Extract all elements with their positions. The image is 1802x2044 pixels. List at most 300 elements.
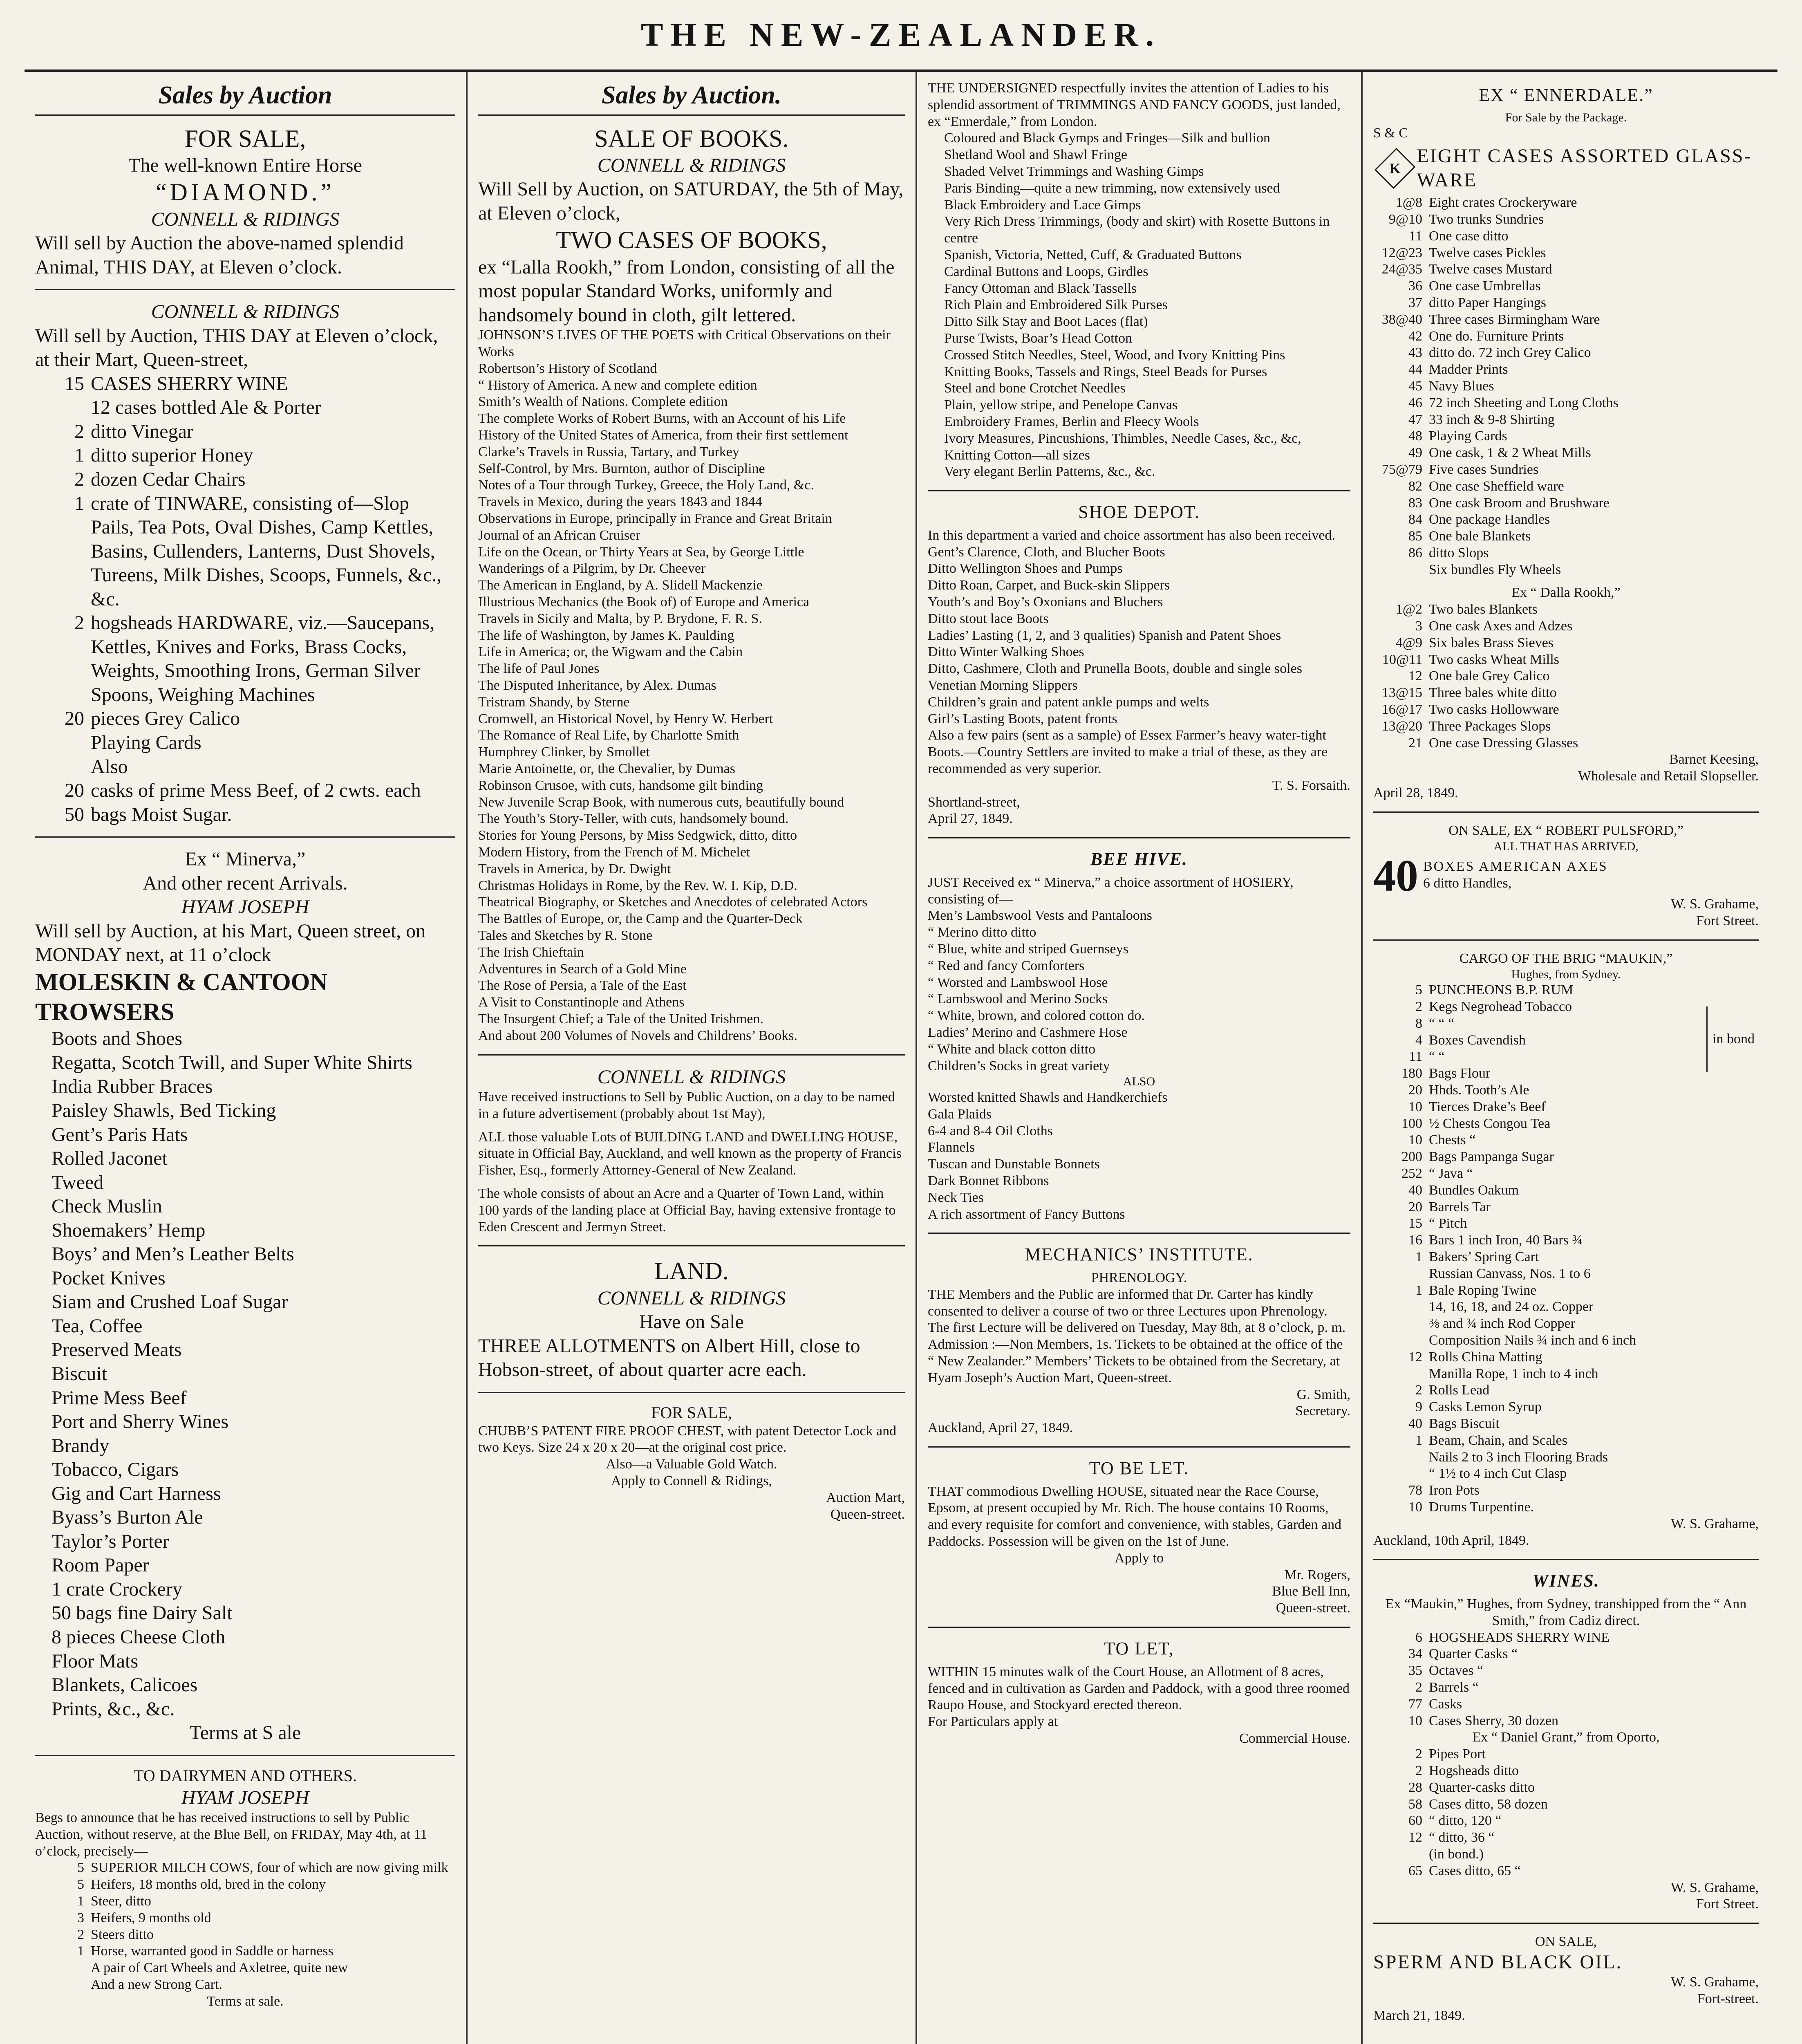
ad-text: THAT commodious Dwelling HOUSE, situated near the Race Course, Epsom, at present occupied by Mr. Rich. The house contains 10 Rooms, and every requisite for comfort and convenience, with stables, Garden and Paddocks. Possession will be given on the 1st of June. <box>928 1484 1342 1549</box>
item-description: CASES SHERRY WINE <box>91 372 288 394</box>
ad-text: CHUBB’S PATENT FIRE PROOF CHEST, with patent Detector Lock and two Keys. Size 24 x 20 x 20—at the original cost price. <box>478 1423 897 1455</box>
list-item <box>1373 718 1759 735</box>
item-quantity: 3 <box>77 1910 84 1925</box>
list-item <box>1373 735 1759 752</box>
ad-text: In this department a varied and choice assortment has also been received. <box>928 527 1335 543</box>
list-item: Very elegant Berlin Patterns, &c., &c. <box>944 464 1155 480</box>
item-description: dozen Cedar Chairs <box>91 468 246 491</box>
list-item: Self-Control, by Mrs. Burnton, author of Discipline <box>478 461 765 476</box>
list-item <box>1373 211 1759 228</box>
ad-text: Will sell by Auction the above-named splendid Animal, THIS DAY, at Eleven o’clock. <box>35 232 404 278</box>
ad-heading: FOR SALE, <box>651 1403 732 1422</box>
item-quantity: 82 <box>1408 478 1422 494</box>
role: Secretary. <box>1295 1403 1350 1419</box>
list-item <box>1373 1763 1759 1780</box>
item-description: Madder Prints <box>1429 362 1508 377</box>
list-item: Ditto stout lace Boots <box>928 611 1049 626</box>
list-item <box>1373 278 1759 295</box>
item-description: One bale Grey Calico <box>1429 668 1550 684</box>
item-quantity: 2 <box>1415 1679 1422 1695</box>
ad-text: The whole consists of about an Acre and a Quarter of Town Land, within 100 yards of the landing place at Official Bay, having extensive frontage to Eden Crescent and Jermyn Street. <box>478 1186 896 1235</box>
list-item: Travels in Sicily and Malta, by P. Brydone, F. R. S. <box>478 611 762 626</box>
list-item <box>1373 1713 1759 1730</box>
ad-lead: BOXES AMERICAN AXES <box>1423 858 1608 874</box>
list-item <box>35 779 455 803</box>
item-description: Bale Roping Twine <box>1429 1282 1537 1298</box>
list-item <box>1373 1696 1759 1713</box>
list-item: The life of Paul Jones <box>478 661 600 677</box>
list-item: Marie Antoinette, or, the Chevalier, by Dumas <box>478 761 735 776</box>
ad-heading: MECHANICS’ INSTITUTE. <box>1025 1244 1254 1265</box>
divider <box>1373 1923 1759 1924</box>
ad-trimmings <box>928 80 1350 480</box>
item-list <box>1373 1629 1759 1730</box>
list-item <box>1373 412 1759 428</box>
list-item <box>1373 1182 1759 1199</box>
ad-diamond <box>35 124 455 280</box>
item-quantity: 2 <box>74 612 84 634</box>
also-label: ALSO <box>1123 1075 1155 1089</box>
list-item <box>1373 1165 1759 1182</box>
ad-sherry <box>35 300 455 827</box>
list-item <box>35 444 455 468</box>
list-item: Tales and Sketches by R. Stone <box>478 928 653 943</box>
item-description: Two trunks Sundries <box>1429 211 1544 227</box>
item-description: ⅜ and ¾ inch Rod Copper <box>1429 1316 1575 1331</box>
item-quantity: 6 <box>1415 1629 1422 1645</box>
item-description: Two casks Hollowware <box>1429 702 1559 717</box>
list-item: India Rubber Braces <box>51 1076 213 1098</box>
list-item <box>1373 1829 1759 1846</box>
ad-to-let <box>928 1638 1350 1747</box>
ad-text: JUST Received ex “ Minerva,” a choice assortment of HOSIERY, consisting of— <box>928 874 1294 907</box>
ad-books <box>478 124 905 1044</box>
apply-line: For Particulars apply at <box>928 1714 1058 1730</box>
divider <box>928 1233 1350 1234</box>
list-item: Prints, &c., &c. <box>51 1698 175 1720</box>
list-item <box>1373 312 1759 328</box>
item-quantity: 4 <box>1415 1032 1422 1048</box>
item-description: Rolls Lead <box>1429 1383 1490 1398</box>
ad-text: THREE ALLOTMENTS on Albert Hill, close to Hobson-street, of about quarter acre each. <box>478 1335 860 1381</box>
item-quantity: 11 <box>1409 228 1422 244</box>
list-item: Knitting Cotton—all sizes <box>944 447 1090 463</box>
list-item <box>35 372 455 396</box>
list-item: Ditto Silk Stay and Boot Laces (flat) <box>944 314 1148 329</box>
item-description: Five cases Sundries <box>1429 462 1539 477</box>
list-item: Men’s Lambswool Vests and Pantaloons <box>928 908 1153 923</box>
item-description: Six bundles Fly Wheels <box>1429 562 1561 577</box>
item-description: Three Packages Slops <box>1429 718 1551 734</box>
list-item <box>1373 1065 1759 1082</box>
item-description: Eight crates Crockeryware <box>1429 195 1577 211</box>
ad-sub: Have on Sale <box>639 1311 744 1333</box>
ad-heading: TO BE LET. <box>1089 1458 1189 1478</box>
item-description: 14, 16, 18, and 24 oz. Copper <box>1429 1299 1594 1315</box>
item-description: Drums Turpentine. <box>1429 1499 1534 1515</box>
list-item: Rolled Jaconet <box>51 1148 168 1170</box>
ad-heading: WINES. <box>1532 1571 1600 1591</box>
item-quantity: 10 <box>1408 1099 1422 1114</box>
item-quantity: 16 <box>1408 1233 1422 1248</box>
ad-line: The well-known Entire Horse <box>128 154 362 176</box>
item-quantity: 1@8 <box>1395 195 1422 211</box>
list-item: Children’s Socks in great variety <box>928 1058 1110 1074</box>
list-item: Ladies’ Merino and Cashmere Hose <box>928 1024 1128 1040</box>
item-quantity: 11 <box>1409 1049 1422 1065</box>
list-item: Clarke’s Travels in Russia, Tartary, and Turkey <box>478 444 739 459</box>
list-item: “ Lambswool and Merino Socks <box>928 991 1108 1007</box>
list-item <box>35 1893 455 1910</box>
list-item <box>35 1977 455 1993</box>
list-item: Ditto, Cashmere, Cloth and Prunella Boots, double and single soles <box>928 661 1303 677</box>
item-list <box>35 1860 455 1993</box>
item-description: pieces Grey Calico <box>91 708 240 730</box>
item-description: Steers ditto <box>91 1927 154 1942</box>
list-item: Stories for Young Persons, by Miss Sedgwick, ditto, ditto <box>478 828 797 843</box>
item-quantity: 12 <box>1408 1349 1422 1365</box>
item-quantity: 40 <box>1408 1182 1422 1198</box>
list-item: Ladies’ Lasting (1, 2, and 3 qualities) Spanish and Patent Shoes <box>928 628 1281 643</box>
list-item <box>1373 445 1759 462</box>
item-quantity: 1 <box>77 1943 84 1959</box>
list-item <box>1373 1366 1759 1383</box>
item-quantity: 5 <box>1415 982 1422 998</box>
list-item: Illustrious Mechanics (the Book of) of Europe and America <box>478 594 810 610</box>
list-item: Journal of an African Cruiser <box>478 527 640 543</box>
item-list <box>1373 195 1759 578</box>
list-item <box>1373 1796 1759 1813</box>
ad-text: Begs to announce that he has received instructions to sell by Public Auction, without reserve, at the Blue Bell, on FRIDAY, May 4th, at 11 o’clock, precisely— <box>35 1810 428 1859</box>
signature: W. S. Grahame, <box>1671 896 1759 912</box>
item-quantity: 83 <box>1408 495 1422 511</box>
list-item <box>1373 228 1759 245</box>
item-list <box>928 1089 1350 1223</box>
address-line: Fort Street. <box>1696 913 1759 929</box>
list-item: Check Muslin <box>51 1195 162 1217</box>
item-description: And a new Strong Cart. <box>91 1977 223 1992</box>
item-quantity <box>1373 1366 1429 1383</box>
list-item: Ditto Roan, Carpet, and Buck-skin Slippers <box>928 578 1170 593</box>
item-description: One do. Furniture Prints <box>1429 328 1564 344</box>
ad-line: 6 ditto Handles, <box>1423 875 1512 891</box>
item-quantity: 5 <box>77 1860 84 1876</box>
list-item <box>1373 378 1759 395</box>
address-line: Auction Mart, <box>826 1490 905 1505</box>
ad-maukin <box>1373 950 1759 1549</box>
item-description: “ “ <box>1429 1049 1445 1065</box>
item-description: Hogsheads ditto <box>1429 1763 1519 1778</box>
column-4 <box>1361 72 1769 2044</box>
list-item: Youth’s and Boy’s Oxonians and Bluchers <box>928 594 1163 610</box>
list-item <box>1373 1449 1759 1466</box>
item-description: Twelve cases Mustard <box>1429 262 1552 277</box>
list-item <box>1373 1099 1759 1116</box>
list-item: Cromwell, an Historical Novel, by Henry W. Herbert <box>478 711 773 726</box>
divider <box>928 837 1350 838</box>
list-item: Adventures in Search of a Gold Mine <box>478 961 687 977</box>
list-item: Rich Plain and Embroidered Silk Purses <box>944 297 1168 313</box>
item-quantity: 9@10 <box>1388 211 1422 227</box>
item-description: Bakers’ Spring Cart <box>1429 1249 1539 1264</box>
list-item <box>1373 1663 1759 1679</box>
ad-text: Also—a Valuable Gold Watch. <box>606 1457 777 1472</box>
item-description: One case Sheffield ware <box>1429 478 1564 494</box>
item-quantity: 15 <box>1408 1216 1422 1231</box>
list-item: Ditto Wellington Shoes and Pumps <box>928 561 1123 576</box>
ad-to-be-let <box>928 1457 1350 1617</box>
list-item <box>35 420 455 444</box>
list-item <box>35 611 455 707</box>
list-item: Flannels <box>928 1140 975 1155</box>
item-quantity: 12 <box>1408 668 1422 684</box>
item-description: Heifers, 18 months old, bred in the colony <box>91 1877 326 1892</box>
list-item: Ditto Winter Walking Shoes <box>928 644 1084 660</box>
divider <box>478 1392 905 1393</box>
list-item <box>1373 1416 1759 1432</box>
list-item: Gig and Cart Harness <box>51 1482 221 1504</box>
list-item <box>1373 328 1759 345</box>
item-list <box>928 544 1350 728</box>
item-quantity: 1 <box>1415 1432 1422 1448</box>
item-description: Two bales Blankets <box>1429 602 1538 617</box>
address-line: Fort Street. <box>1696 1896 1759 1912</box>
item-description: Octaves “ <box>1429 1663 1484 1679</box>
item-description: PUNCHEONS B.P. RUM <box>1429 982 1574 998</box>
list-item <box>1373 1299 1759 1316</box>
ad-heading: Ex “ Dalla Rookh,” <box>1511 585 1621 601</box>
divider <box>1373 939 1759 941</box>
item-quantity: 10 <box>1408 1713 1422 1728</box>
item-list <box>35 1027 455 1721</box>
item-description: ditto superior Honey <box>91 444 253 466</box>
item-description: Three bales white ditto <box>1429 685 1557 701</box>
list-item <box>1373 1813 1759 1829</box>
item-description: 33 inch & 9-8 Shirting <box>1429 412 1555 427</box>
item-quantity: 180 <box>1401 1066 1422 1081</box>
item-quantity: 252 <box>1401 1165 1422 1181</box>
list-item: Tea, Coffee <box>51 1315 143 1337</box>
list-item <box>1373 601 1759 618</box>
list-item: Fancy Ottoman and Black Tassells <box>944 280 1137 296</box>
item-description: Six bales Brass Sieves <box>1429 635 1554 650</box>
list-item <box>1373 562 1759 578</box>
item-description: “ Java “ <box>1429 1165 1473 1181</box>
list-item: Shaded Velvet Trimmings and Washing Gimps <box>944 164 1204 179</box>
list-item: Shetland Wool and Shawl Fringe <box>944 147 1128 163</box>
item-description: crate of TINWARE, consisting of—Slop Pails, Tea Pots, Oval Dishes, Camp Kettles, Basins, Cullenders, Lanterns, Dust Shovels, Tureens, Milk Dishes, Scoops, Funnels, &c., &c. <box>91 492 442 610</box>
list-item: Prime Mess Beef <box>51 1387 187 1409</box>
signature: Mr. Rogers, <box>1284 1567 1350 1582</box>
list-item: The life of Washington, by James K. Paulding <box>478 628 734 643</box>
list-item <box>1373 1382 1759 1399</box>
item-quantity: 50 <box>65 803 84 825</box>
ad-text: THE UNDERSIGNED respectfully invites the attention of Ladies to his splendid assortment of TRIMMINGS AND FANCY GOODS, just landed, ex “Ennerdale,” from London. <box>928 81 1341 129</box>
list-item <box>1373 462 1759 478</box>
ad-oil <box>1373 1934 1759 2024</box>
lead-row <box>1373 851 1759 901</box>
list-item: Worsted knitted Shawls and Handkerchiefs <box>928 1089 1168 1105</box>
item-quantity <box>1373 1299 1429 1316</box>
item-description: Casks <box>1429 1696 1462 1712</box>
list-item <box>35 1910 455 1927</box>
masthead-title: THE NEW-ZEALANDER. <box>640 16 1162 53</box>
list-item <box>1373 1863 1759 1880</box>
list-item <box>1373 618 1759 635</box>
list-item: Embroidery Frames, Berlin and Fleecy Wools <box>944 414 1199 429</box>
address-line: Fort-street. <box>1697 1991 1759 2007</box>
list-item: Ivory Measures, Pincushions, Thimbles, Needle Cases, &c., &c, <box>944 430 1301 446</box>
list-item <box>35 1960 455 1977</box>
list-item: Neck Ties <box>928 1190 984 1205</box>
ad-dairymen <box>35 1766 455 2010</box>
item-quantity: 8 <box>1415 1015 1422 1031</box>
list-item <box>1373 702 1759 718</box>
list-item <box>1373 1646 1759 1663</box>
list-item: “ Merino ditto ditto <box>928 925 1036 940</box>
list-item: Paisley Shawls, Bed Ticking <box>51 1099 276 1121</box>
item-quantity: 3 <box>1415 619 1422 634</box>
auctioneer: CONNELL & RIDINGS <box>597 1287 786 1309</box>
list-item <box>1373 635 1759 652</box>
ad-heading: TO LET, <box>1104 1638 1174 1659</box>
list-item: Steel and bone Crotchet Needles <box>944 381 1126 396</box>
item-quantity: 4@9 <box>1395 635 1422 650</box>
list-item: Gent’s Paris Hats <box>51 1123 188 1145</box>
ad-text: Will sell by Auction, THIS DAY at Eleven o’clock, at their Mart, Queen-street, <box>35 325 438 371</box>
list-item: Floor Mats <box>51 1650 139 1672</box>
ad-shoe-depot <box>928 501 1350 827</box>
list-item: Room Paper <box>51 1554 149 1576</box>
list-item: Biscuit <box>51 1363 107 1385</box>
ad-text: Admission :—Non Members, 1s. Tickets to be obtained at the office of the “ New Zealander.” Members’ Tickets to be obtained from the Secretary, at Hyam Joseph’s Auction Mart, Queen-street. <box>928 1337 1343 1385</box>
item-description: Three cases Birmingham Ware <box>1429 312 1600 327</box>
item-quantity: 45 <box>1408 378 1422 394</box>
item-description: ditto Slops <box>1429 545 1489 560</box>
item-quantity: 34 <box>1408 1646 1422 1662</box>
item-description: A pair of Cart Wheels and Axletree, quite new <box>91 1960 348 1976</box>
list-item: “ History of America. A new and complete edition <box>478 377 757 393</box>
item-description: Barrels “ <box>1429 1679 1479 1695</box>
item-quantity: 42 <box>1408 328 1422 344</box>
list-item <box>35 755 455 779</box>
column-3 <box>916 72 1361 2044</box>
item-description: Playing Cards <box>91 732 201 754</box>
ad-bee-hive <box>928 848 1350 1223</box>
item-description: ditto Vinegar <box>91 420 193 442</box>
ad-text: Will sell by Auction, at his Mart, Queen street, on MONDAY next, at 11 o’clock <box>35 920 426 966</box>
item-description: Quarter Casks “ <box>1429 1646 1518 1662</box>
item-quantity: 1 <box>74 492 84 514</box>
item-description: Twelve cases Pickles <box>1429 245 1546 260</box>
item-description: Chests “ <box>1429 1132 1476 1148</box>
list-item: Brandy <box>51 1434 110 1457</box>
list-item <box>1373 999 1759 1015</box>
place: Shortland-street, <box>928 794 1020 810</box>
item-quantity: 86 <box>1408 545 1422 560</box>
list-item: Children’s grain and patent ankle pumps and welts <box>928 694 1209 710</box>
item-list <box>1373 1746 1759 1879</box>
item-list <box>1373 982 1759 1516</box>
ad-heading: ON SALE, EX “ ROBERT PULSFORD,” <box>1448 823 1683 838</box>
date: Auckland, 10th April, 1849. <box>1373 1533 1529 1548</box>
list-item: “ White, brown, and colored cotton do. <box>928 1008 1145 1024</box>
list-item: Observations in Europe, principally in France and Great Britain <box>478 511 832 527</box>
list-item <box>1373 1482 1759 1499</box>
list-item <box>1373 1332 1759 1349</box>
list-item: Wanderings of a Pilgrim, by Dr. Cheever <box>478 561 706 576</box>
list-item: Life in America; or, the Wigwam and the Cabin <box>478 644 743 660</box>
item-description: “ “ “ <box>1429 1015 1455 1031</box>
list-item: Venetian Morning Slippers <box>928 677 1078 693</box>
ad-text: THE Members and the Public are informed that Dr. Carter has kindly consented to deliver a course of two or three Lectures upon Phrenology. <box>928 1286 1327 1319</box>
list-item: Travels in America, by Dr. Dwight <box>478 861 671 876</box>
list-item <box>35 1860 455 1876</box>
item-quantity: 10 <box>1408 1132 1422 1148</box>
item-description: Quarter-casks ditto <box>1429 1780 1535 1795</box>
list-item <box>1373 295 1759 312</box>
ad-sub: Hughes, from Sydney. <box>1511 967 1621 981</box>
item-quantity <box>35 731 91 755</box>
item-quantity <box>1373 1332 1429 1349</box>
list-item: A rich assortment of Fancy Buttons <box>928 1206 1125 1222</box>
list-item: Paris Binding—quite a new trimming, now extensively used <box>944 180 1280 196</box>
address-line: Blue Bell Inn, <box>1272 1584 1350 1599</box>
list-item: Tuscan and Dunstable Bonnets <box>928 1156 1100 1172</box>
item-quantity: 78 <box>1408 1483 1422 1498</box>
list-item: “ Blue, white and striped Guernseys <box>928 941 1128 957</box>
list-item <box>35 803 455 827</box>
list-item: Crossed Stitch Needles, Steel, Wood, and Ivory Knitting Pins <box>944 347 1285 363</box>
ad-sub: For Sale by the Package. <box>1505 110 1627 124</box>
list-item <box>35 707 455 731</box>
list-item: Siam and Crushed Loaf Sugar <box>51 1291 288 1313</box>
list-item: JOHNSON’S LIVES OF THE POETS with Critical Observations on their Works <box>478 327 891 360</box>
ad-text: Have received instructions to Sell by Public Auction, on a day to be named in a future advertisement (probably about 1st May), <box>478 1089 895 1121</box>
address-line: Queen-street. <box>830 1506 905 1522</box>
list-item: Purse Twists, Boar’s Head Cotton <box>944 330 1133 346</box>
ad-heading: TO DAIRYMEN AND OTHERS. <box>134 1766 357 1785</box>
merchant-mark: S & C <box>1373 126 1408 141</box>
list-item: Regatta, Scotch Twill, and Super White Shirts <box>51 1051 412 1074</box>
list-item: Travels in Mexico, during the years 1843 and 1844 <box>478 494 762 510</box>
item-quantity: 28 <box>1408 1780 1422 1795</box>
list-item: Dark Bonnet Ribbons <box>928 1173 1049 1188</box>
item-description: (in bond.) <box>1429 1846 1484 1862</box>
item-description: Navy Blues <box>1429 378 1494 394</box>
list-item <box>1373 1746 1759 1763</box>
item-description: Playing Cards <box>1429 428 1507 444</box>
divider <box>478 1245 905 1246</box>
ad-lead: MOLESKIN & CANTOON TROWSERS <box>35 968 328 1026</box>
item-quantity <box>1373 562 1429 578</box>
item-list <box>928 908 1350 1074</box>
list-item <box>1373 1499 1759 1516</box>
list-item: New Juvenile Scrap Book, with numerous cuts, beautifully bound <box>478 794 844 810</box>
auctioneer: CONNELL & RIDINGS <box>597 1066 786 1088</box>
signature: G. Smith, <box>1296 1387 1350 1402</box>
item-description: Steer, ditto <box>91 1894 151 1909</box>
divider <box>35 289 455 290</box>
item-quantity: 12 <box>1408 1830 1422 1845</box>
item-quantity: 36 <box>1408 278 1422 294</box>
signature: W. S. Grahame, <box>1671 1975 1759 1990</box>
apply-line: Apply to Connell & Ridings, <box>611 1473 772 1489</box>
list-item: 8 pieces Cheese Cloth <box>51 1626 226 1648</box>
list-item: Smith’s Wealth of Nations. Complete edition <box>478 394 728 410</box>
auctioneer: CONNELL & RIDINGS <box>597 154 786 176</box>
list-item <box>1373 685 1759 702</box>
